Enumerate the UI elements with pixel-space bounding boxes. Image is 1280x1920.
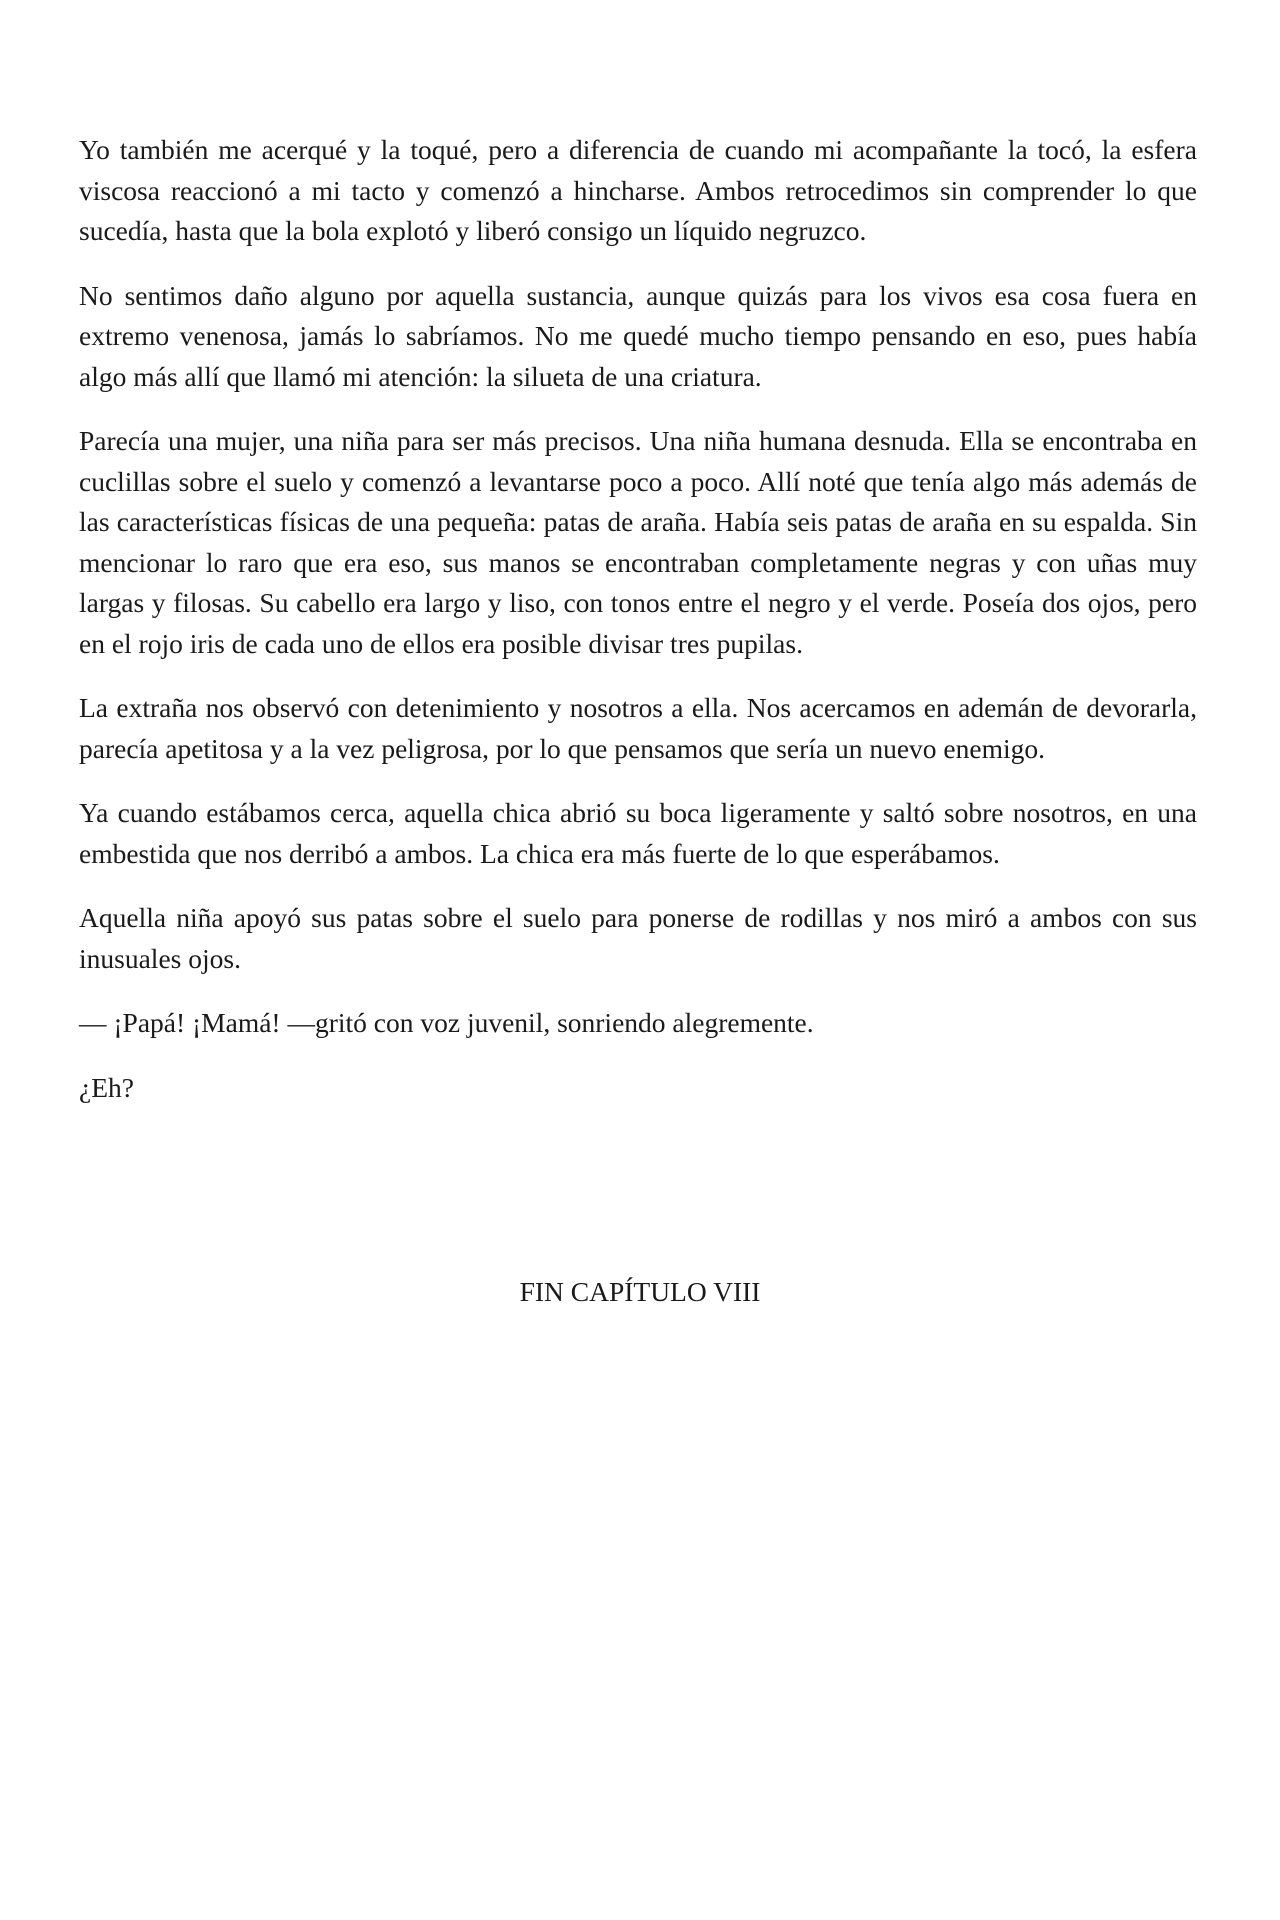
chapter-end-heading: FIN CAPÍTULO VIII	[519, 1276, 761, 1307]
paragraph-1: Yo también me acerqué y la toqué, pero a diferencia de cuando mi acompañante la tocó, la esfera viscosa reaccionó a mi tacto y comenzó a hincharse. Ambos retrocedimos sin comprender lo que sucedía, hasta que la bola explotó y liberó consigo un líquido negruzco.	[79, 134, 1197, 246]
paragraph-4: La extraña nos observó con detenimiento y nosotros a ella. Nos acercamos en ademán de devorarla, parecía apetitosa y a la vez peligrosa, por lo que pensamos que sería un nuevo enemigo.	[79, 692, 1197, 764]
dialogue-line: — ¡Papá! ¡Mamá! —gritó con voz juvenil, sonriendo alegremente.	[79, 1007, 814, 1038]
document-body	[79, 130, 1197, 1132]
paragraph-2: No sentimos daño alguno por aquella sustancia, aunque quizás para los vivos esa cosa fuera en extremo venenosa, jamás lo sabríamos. No me quedé mucho tiempo pensando en eso, pues había algo más allí que llamó mi atención: la silueta de una criatura.	[79, 279, 1197, 392]
paragraph-6: Aquella niña apoyó sus patas sobre el suelo para ponerse de rodillas y nos miró a ambos con sus inusuales ojos.	[79, 902, 1197, 974]
paragraph-3: Parecía una mujer, una niña para ser más precisos. Una niña humana desnuda. Ella se encontraba en cuclillas sobre el suelo y comenzó a levantarse poco a poco. Allí noté que tenía algo más además de las características físicas de una pequeña: patas de araña. Había seis patas de araña en su espalda. Sin mencionar lo raro que era eso, sus manos se encontraban completamente negras y con uñas muy largas y filosas. Su cabello era largo y liso, con tonos entre el negro y el verde. Poseía dos ojos, pero en el rojo iris de cada uno de ellos era posible divisar tres pupilas.	[79, 425, 1197, 659]
closing-line: ¿Eh?	[79, 1071, 134, 1103]
paragraph-5: Ya cuando estábamos cerca, aquella chica abrió su boca ligeramente y saltó sobre nosotros, en una embestida que nos derribó a ambos. La chica era más fuerte de lo que esperábamos.	[79, 797, 1197, 869]
